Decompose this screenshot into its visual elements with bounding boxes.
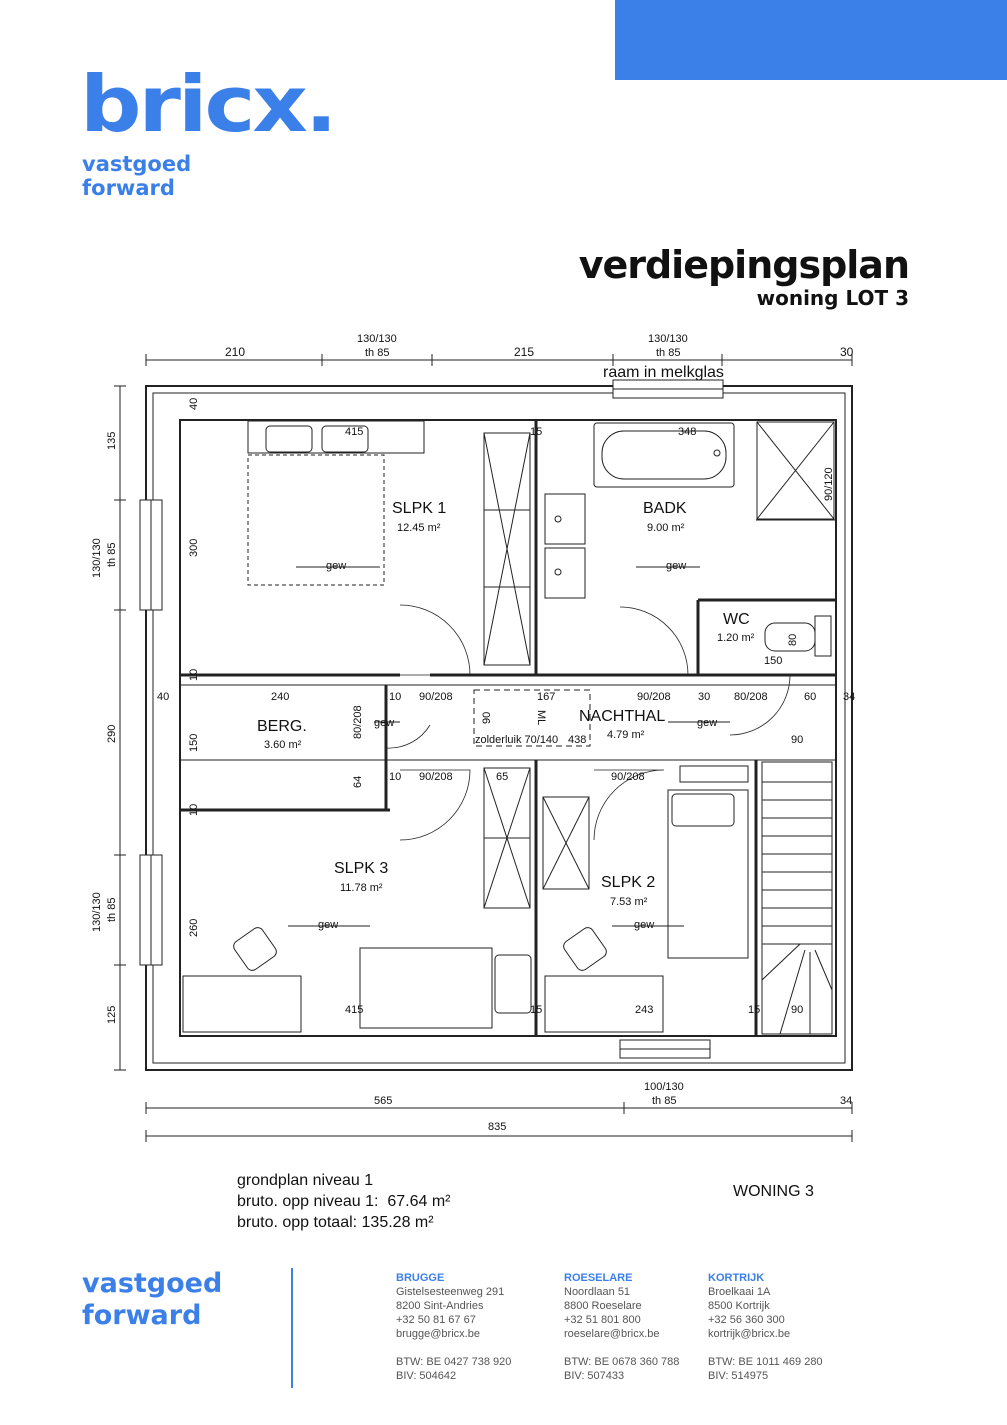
dim-15-top: 15: [530, 426, 543, 438]
office-email[interactable]: roeselare@bricx.be: [564, 1328, 660, 1340]
dim-90-bottom: 90: [791, 1004, 804, 1016]
office-email[interactable]: kortrijk@bricx.be: [708, 1328, 791, 1340]
room-slpk1-area: 12.45 m²: [397, 522, 441, 534]
room-nachthal-name: NACHTHAL: [579, 708, 666, 725]
door-size-slpk3: 90/208: [419, 771, 453, 783]
gew-label: gew: [697, 717, 718, 729]
dim-10-a: 10: [188, 668, 200, 681]
dim-bottom-total: 835: [488, 1121, 507, 1133]
dim-415-bottom: 415: [345, 1004, 364, 1016]
office-name: KORTRIJK: [708, 1272, 765, 1284]
dim-30: 30: [698, 691, 711, 703]
dim-15-bottom-b: 15: [748, 1004, 761, 1016]
window-note: raam in melkglas: [603, 364, 724, 381]
dim-34-right: 34: [843, 691, 856, 703]
dim-left-290: 290: [106, 724, 118, 743]
dim-bottom-window-th: th 85: [652, 1095, 677, 1107]
logo-tagline: [82, 152, 191, 200]
office-city: 8200 Sint-Andries: [396, 1300, 484, 1312]
office-biv: BIV: 507433: [564, 1370, 625, 1382]
door-size-badk: 90/208: [637, 691, 671, 703]
dim-ml: ML: [535, 710, 547, 726]
dim-167: 167: [537, 691, 556, 703]
room-slpk2-area: 7.53 m²: [610, 896, 648, 908]
dim-300: 300: [188, 538, 200, 557]
dim-top-window2-size: 130/130: [648, 333, 688, 345]
dim-348: 348: [678, 426, 697, 438]
office-btw: BTW: BE 0427 738 920: [396, 1356, 512, 1368]
room-slpk2-name: SLPK 2: [601, 874, 656, 891]
dim-240: 240: [271, 691, 290, 703]
room-berg-name: BERG.: [257, 718, 307, 735]
room-nachthal-area: 4.79 m²: [607, 729, 645, 741]
dim-415-top: 415: [345, 426, 364, 438]
office-kortrijk: [708, 1271, 823, 1383]
office-phone[interactable]: +32 50 81 67 67: [396, 1314, 476, 1326]
dim-top-30: 30: [840, 345, 854, 359]
dim-top-window1-size: 130/130: [357, 333, 397, 345]
office-street: Noordlaan 51: [564, 1286, 631, 1298]
sink-1: [545, 494, 585, 544]
door-badk: [620, 607, 688, 675]
dim-150-wc: 150: [764, 655, 783, 667]
sink-2: [545, 548, 585, 598]
bricx-logo: bricx.: [80, 59, 335, 150]
room-wc-name: WC: [723, 611, 750, 628]
bed-slpk3: [360, 948, 492, 1028]
dim-left-135: 135: [106, 431, 118, 450]
logo-tagline-line1: vastgoed: [82, 152, 192, 176]
door-wc: [730, 675, 790, 735]
dim-64: 64: [352, 775, 364, 788]
room-slpk1-name: SLPK 1: [392, 500, 447, 517]
dim-243: 243: [635, 1004, 654, 1016]
outer-wall: [146, 386, 852, 1070]
gew-label: gew: [326, 560, 347, 572]
office-brugge: [396, 1271, 511, 1383]
dim-90-120: 90/120: [823, 467, 835, 501]
office-biv: BIV: 504642: [396, 1370, 457, 1382]
office-street: Gistelsesteenweg 291: [396, 1286, 505, 1298]
dim-10-d: 10: [188, 803, 200, 816]
dim-bottom-565: 565: [374, 1095, 393, 1107]
door-size-slpk2: 90/208: [611, 771, 645, 783]
dim-60: 60: [804, 691, 817, 703]
office-btw: BTW: BE 1011 469 280: [708, 1356, 823, 1368]
dim-40-left: 40: [157, 691, 170, 703]
room-berg-area: 3.60 m²: [264, 739, 302, 751]
dim-438: 438: [568, 734, 587, 746]
level-info-line3: bruto. opp totaal: 135.28 m²: [237, 1214, 434, 1231]
floor-plan: [0, 320, 1007, 1150]
dim-bottom-window-size: 100/130: [644, 1081, 684, 1093]
office-roeselare: [564, 1271, 679, 1383]
door-size-wc: 80/208: [734, 691, 768, 703]
dim-10-c: 10: [389, 771, 402, 783]
dim-left-window1-th: th 85: [106, 542, 118, 567]
door-slpk1: [400, 605, 470, 675]
room-badk-area: 9.00 m²: [647, 522, 685, 534]
gew-label: gew: [374, 717, 395, 729]
office-email[interactable]: brugge@bricx.be: [396, 1328, 480, 1340]
room-slpk3-name: SLPK 3: [334, 860, 389, 877]
dim-150-berg: 150: [188, 733, 200, 752]
room-wc-area: 1.20 m²: [717, 632, 755, 644]
dim-40: 40: [188, 397, 200, 410]
footer-slogan-line1: vastgoed: [82, 1268, 223, 1299]
dim-90-hatch: 90: [481, 711, 493, 724]
footer-slogan-line2: forward: [82, 1300, 202, 1331]
staircase: [762, 762, 832, 1034]
office-phone[interactable]: +32 56 360 300: [708, 1314, 785, 1326]
desk-slpk3: [183, 976, 301, 1032]
dim-top-215: 215: [514, 345, 535, 359]
dim-left-window2-th: th 85: [106, 897, 118, 922]
dim-left-125: 125: [106, 1005, 118, 1024]
dim-left-window1-size: 130/130: [91, 538, 103, 578]
office-city: 8500 Kortrijk: [708, 1300, 770, 1312]
plan-subtitle: woning LOT 3: [756, 286, 909, 310]
dim-90-stair: 90: [791, 734, 804, 746]
level-info-line1: grondplan niveau 1: [237, 1172, 374, 1189]
top-accent-bar: [615, 0, 1007, 80]
chair-slpk2: [561, 925, 608, 972]
office-btw: BTW: BE 0678 360 788: [564, 1356, 680, 1368]
dim-top-window2-th: th 85: [656, 347, 681, 359]
dim-80-wc: 80: [787, 633, 799, 646]
gew-label: gew: [318, 919, 339, 931]
logo-tagline-line2: forward: [82, 176, 175, 200]
gew-label: gew: [666, 560, 687, 572]
office-name: BRUGGE: [396, 1272, 445, 1284]
office-biv: BIV: 514975: [708, 1370, 769, 1382]
dim-top-window1-th: th 85: [365, 347, 390, 359]
dim-10-b: 10: [389, 691, 402, 703]
gew-label: gew: [634, 919, 655, 931]
dim-left-window2-size: 130/130: [91, 892, 103, 932]
level-info: [237, 1170, 450, 1233]
woning-label: WONING 3: [733, 1183, 814, 1200]
footer-slogan: [82, 1268, 222, 1332]
dim-260: 260: [188, 918, 200, 937]
office-phone[interactable]: +32 51 801 800: [564, 1314, 641, 1326]
footer-divider: [291, 1268, 293, 1388]
dim-65: 65: [496, 771, 509, 783]
office-name: ROESELARE: [564, 1272, 633, 1284]
room-slpk3-area: 11.78 m²: [340, 882, 383, 894]
door-size-berg: 80/208: [352, 705, 364, 739]
chair-slpk3: [231, 925, 278, 972]
door-size-slpk1: 90/208: [419, 691, 453, 703]
dim-15-bottom-a: 15: [530, 1004, 543, 1016]
office-street: Broelkaai 1A: [708, 1286, 771, 1298]
dim-top-210: 210: [225, 345, 246, 359]
bed-slpk2: [668, 790, 748, 958]
room-badk-name: BADK: [643, 500, 687, 517]
bed-slpk1: [248, 455, 384, 585]
office-city: 8800 Roeselare: [564, 1300, 642, 1312]
dim-bottom-34: 34: [840, 1095, 853, 1107]
attic-hatch-label: zolderluik 70/140: [475, 734, 559, 746]
plan-title: verdiepingsplan: [578, 243, 909, 287]
level-info-line2: bruto. opp niveau 1: 67.64 m²: [237, 1193, 451, 1210]
